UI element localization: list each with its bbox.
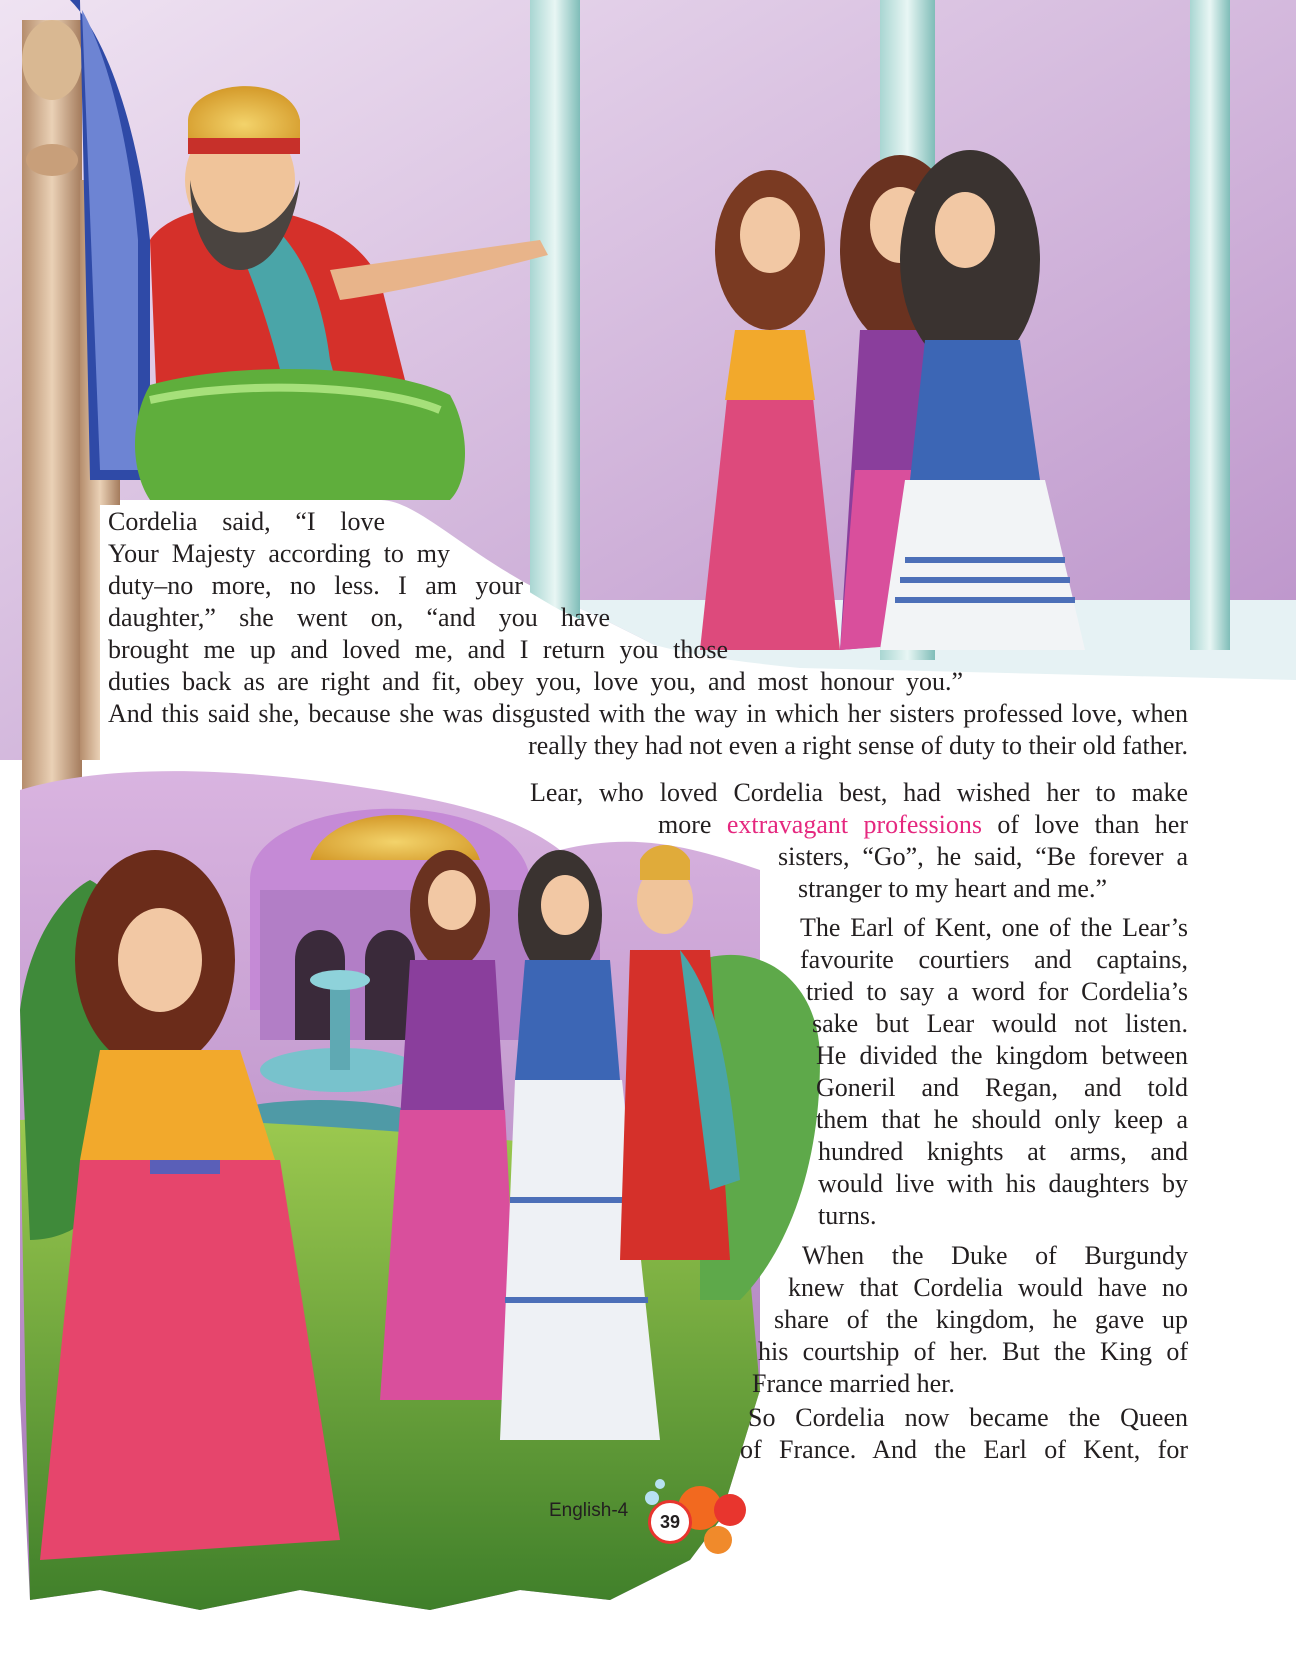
- text-line: turns.: [818, 1201, 877, 1230]
- dialogue-paragraph: [108, 506, 1188, 762]
- text-line: The Earl of Kent, one of the Lear’s: [800, 913, 1188, 942]
- text-line: would live with his daughters by: [818, 1169, 1188, 1198]
- text-line: So Cordelia now became the Queen: [748, 1403, 1188, 1432]
- text-line: share of the kingdom, he gave up: [774, 1305, 1188, 1334]
- text-line: When the Duke of Burgundy: [802, 1241, 1188, 1270]
- text-line: of France. And the Earl of Kent, for: [740, 1435, 1188, 1464]
- text-line: France married her.: [752, 1369, 955, 1398]
- text-line: Your Majesty according to my: [108, 539, 450, 568]
- text-line: them that he should only keep a: [816, 1105, 1188, 1134]
- text-line: knew that Cordelia would have no: [788, 1273, 1188, 1302]
- highlighted-phrase: extravagant professions: [726, 810, 982, 839]
- text-line: [658, 809, 1188, 841]
- text-line: his courtship of her. But the King of: [758, 1337, 1188, 1366]
- text-line: Lear, who loved Cordelia best, had wished her to make: [530, 778, 1188, 807]
- text-line: duty–no more, no less. I am your: [108, 571, 523, 600]
- text-line: daughter,” she went on, “and you have: [108, 603, 610, 632]
- burgundy-paragraph: [752, 1240, 1188, 1400]
- text-line: hundred knights at arms, and: [818, 1137, 1188, 1166]
- text-line: He divided the kingdom between: [816, 1041, 1188, 1070]
- text-line: stranger to my heart and me.”: [798, 874, 1107, 903]
- text-line: brought me up and loved me, and I return you those: [108, 635, 728, 664]
- text-line: Goneril and Regan, and told: [816, 1073, 1188, 1102]
- throne-column: [22, 20, 82, 820]
- text-line: duties back as are right and fit, obey you, love you, and most honour you.”: [108, 667, 963, 696]
- text-run: more: [658, 810, 727, 839]
- text-line: And this said she, because she was disgusted with the way in which her sisters professed love, when: [108, 699, 1188, 728]
- text-line: Cordelia said, “I love: [108, 507, 385, 536]
- text-line: sake but Lear would not listen.: [812, 1009, 1188, 1038]
- queen-paragraph: [740, 1402, 1188, 1466]
- text-line: sisters, “Go”, he said, “Be forever a: [778, 842, 1188, 871]
- book-title: English-4: [549, 1500, 629, 1521]
- text-line: tried to say a word for Cordelia’s: [806, 977, 1188, 1006]
- text-line: really they had not even a right sense of duty to their old father.: [528, 731, 1188, 760]
- page-number: 39: [648, 1500, 692, 1544]
- kent-paragraph: [800, 912, 1188, 1232]
- lear-paragraph: [530, 777, 1188, 905]
- text-line: favourite courtiers and captains,: [800, 945, 1188, 974]
- text-run: of love than her: [981, 810, 1189, 839]
